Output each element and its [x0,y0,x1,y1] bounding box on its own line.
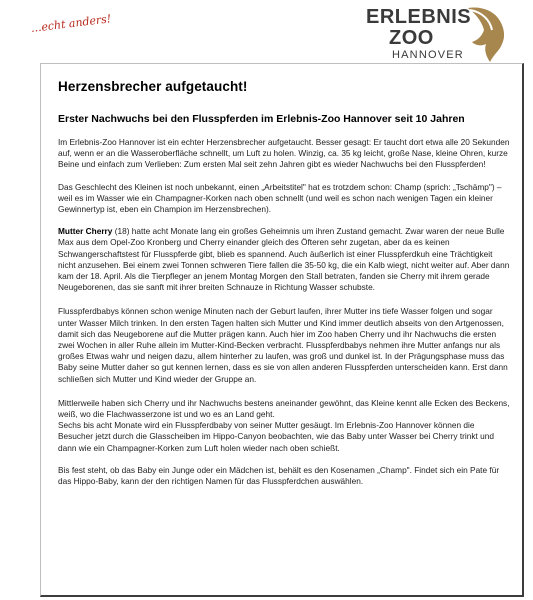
erlebnis-zoo-logo [366,6,526,66]
article-subtitle: Erster Nachwuchs bei den Flusspferden im Erlebnis-Zoo Hannover seit 10 Jahren [58,113,465,125]
paragraph-mother-text: (18) hatte acht Monate lang ein großes Geheimnis um ihren Zustand gemacht. Zwar waren der neue Bulle Max aus dem Opel-Zoo Kronberg und Cherry einander gleich des Öfteren sehr zugetan, aber da es keinen Schwangerschaftstest für Flusspferde gibt, blieb es spannend. Auch äußerlich ist einer Flusspferdkuh eine Trächtigkeit nicht anzusehen. Bei einem zwei Tonnen schweren Tiere fallen die 35-50 kg, die ein Kalb wiegt, nicht weiter auf. Aber dann kam der 18. April. Als die Tierpfleger an jenem Montag Morgen den Stall betraten, fanden sie Cherry mit ihrem gerade Neugeborenen, das sie sanft mit ihrer breiten Schnauze in Richtung Wasser schubste. [58,226,510,293]
article-body [58,73,510,487]
paragraph-intro: Im Erlebnis-Zoo Hannover ist ein echter Herzensbrecher aufgetaucht. Besser gesagt: Er taucht dort etwa alle 20 Sekunden auf, wenn er an die Wasseroberfläche schnellt, um Luft zu holen. Winzig, ca. 35 kg leicht, große Nase, kleine Ohren, kurze Beine und einfach zum Verlieben: Zum ersten Mal seit zehn Jahren gibt es wieder Nachwuchs bei den Flusspferden! [58,137,510,170]
paragraph-name: Bis fest steht, ob das Baby ein Junge oder ein Mädchen ist, behält es den Kosenamen „Champ". Findet sich ein Pate für das Hippo-Baby, kann der den richtigen Namen für das Flusspferdchen auswählen. [58,464,500,487]
article-title: Herzensbrecher aufgetaucht! [58,79,248,94]
logo-line-1: ERLEBNIS [366,6,472,28]
paragraph-babies: Flusspferdbabys können schon wenige Minuten nach der Geburt laufen, ihrer Mutter ins tiefe Wasser folgen und sogar unter Wasser Milch trinken. In den ersten Tagen halten sich Mutter und Kind immer deutlich abseits von den Artgenossen, damit sich das Neugeborene auf die Mutter prägen kann. Auch hier im Zoo haben Cherry und ihr Nachwuchs die ersten zwei Wochen in aller Ruhe allein im Mutter-Kind-Becken verbracht. Flusspferdbabys nehmen ihre Mutter anfangs nur als großes Etwas wahr und neigen dazu, allem hinterher zu laufen, was groß und dunkel ist. In der Prägungsphase muss das Baby seine Mutter daher so gut kennen lernen, dass es sie von allen anderen Flusspferden unterscheiden kann. Erst dann schließen sich Mutter und Kind wieder der Gruppe an. [58,306,508,384]
brand-tagline: ...echt anders! [30,12,112,35]
paragraph-meanwhile: Mittlerweile haben sich Cherry und ihr Nachwuchs bestens aneinander gewöhnt, das Kleine kennt alle Ecken des Beckens, weiß, wo die Flachwasserzone ist und wo es an Land geht. [58,397,510,420]
mother-name: Mutter Cherry [58,226,113,237]
goat-head-icon [456,6,520,66]
logo-line-2: ZOO [389,27,434,49]
logo-line-3: HANNOVER [392,49,464,61]
paragraph-mother [58,226,510,293]
paragraph-gender: Das Geschlecht des Kleinen ist noch unbekannt, einen „Arbeitstitel" hat es trotzdem schon: Champ (sprich: „Tschämp") – weil es im Wasser wie ein Champagner-Korken nach oben schnellt (und weil es schon nach wenigen Tagen ein kleiner Gewinnertyp ist, eben ein Champion im Herzensbrechen). [58,181,502,215]
paragraph-nursing: Sechs bis acht Monate wird ein Flusspferdbaby von seiner Mutter gesäugt. Im Erlebnis-Zoo Hannover können die Besucher jetzt durch die Glasscheiben im Hippo-Canyon beobachten, wie das Baby unter Wasser bei Cherry trinkt und dann wie ein Champagner-Korken zum Luft holen wieder nach oben schießt. [58,420,494,453]
